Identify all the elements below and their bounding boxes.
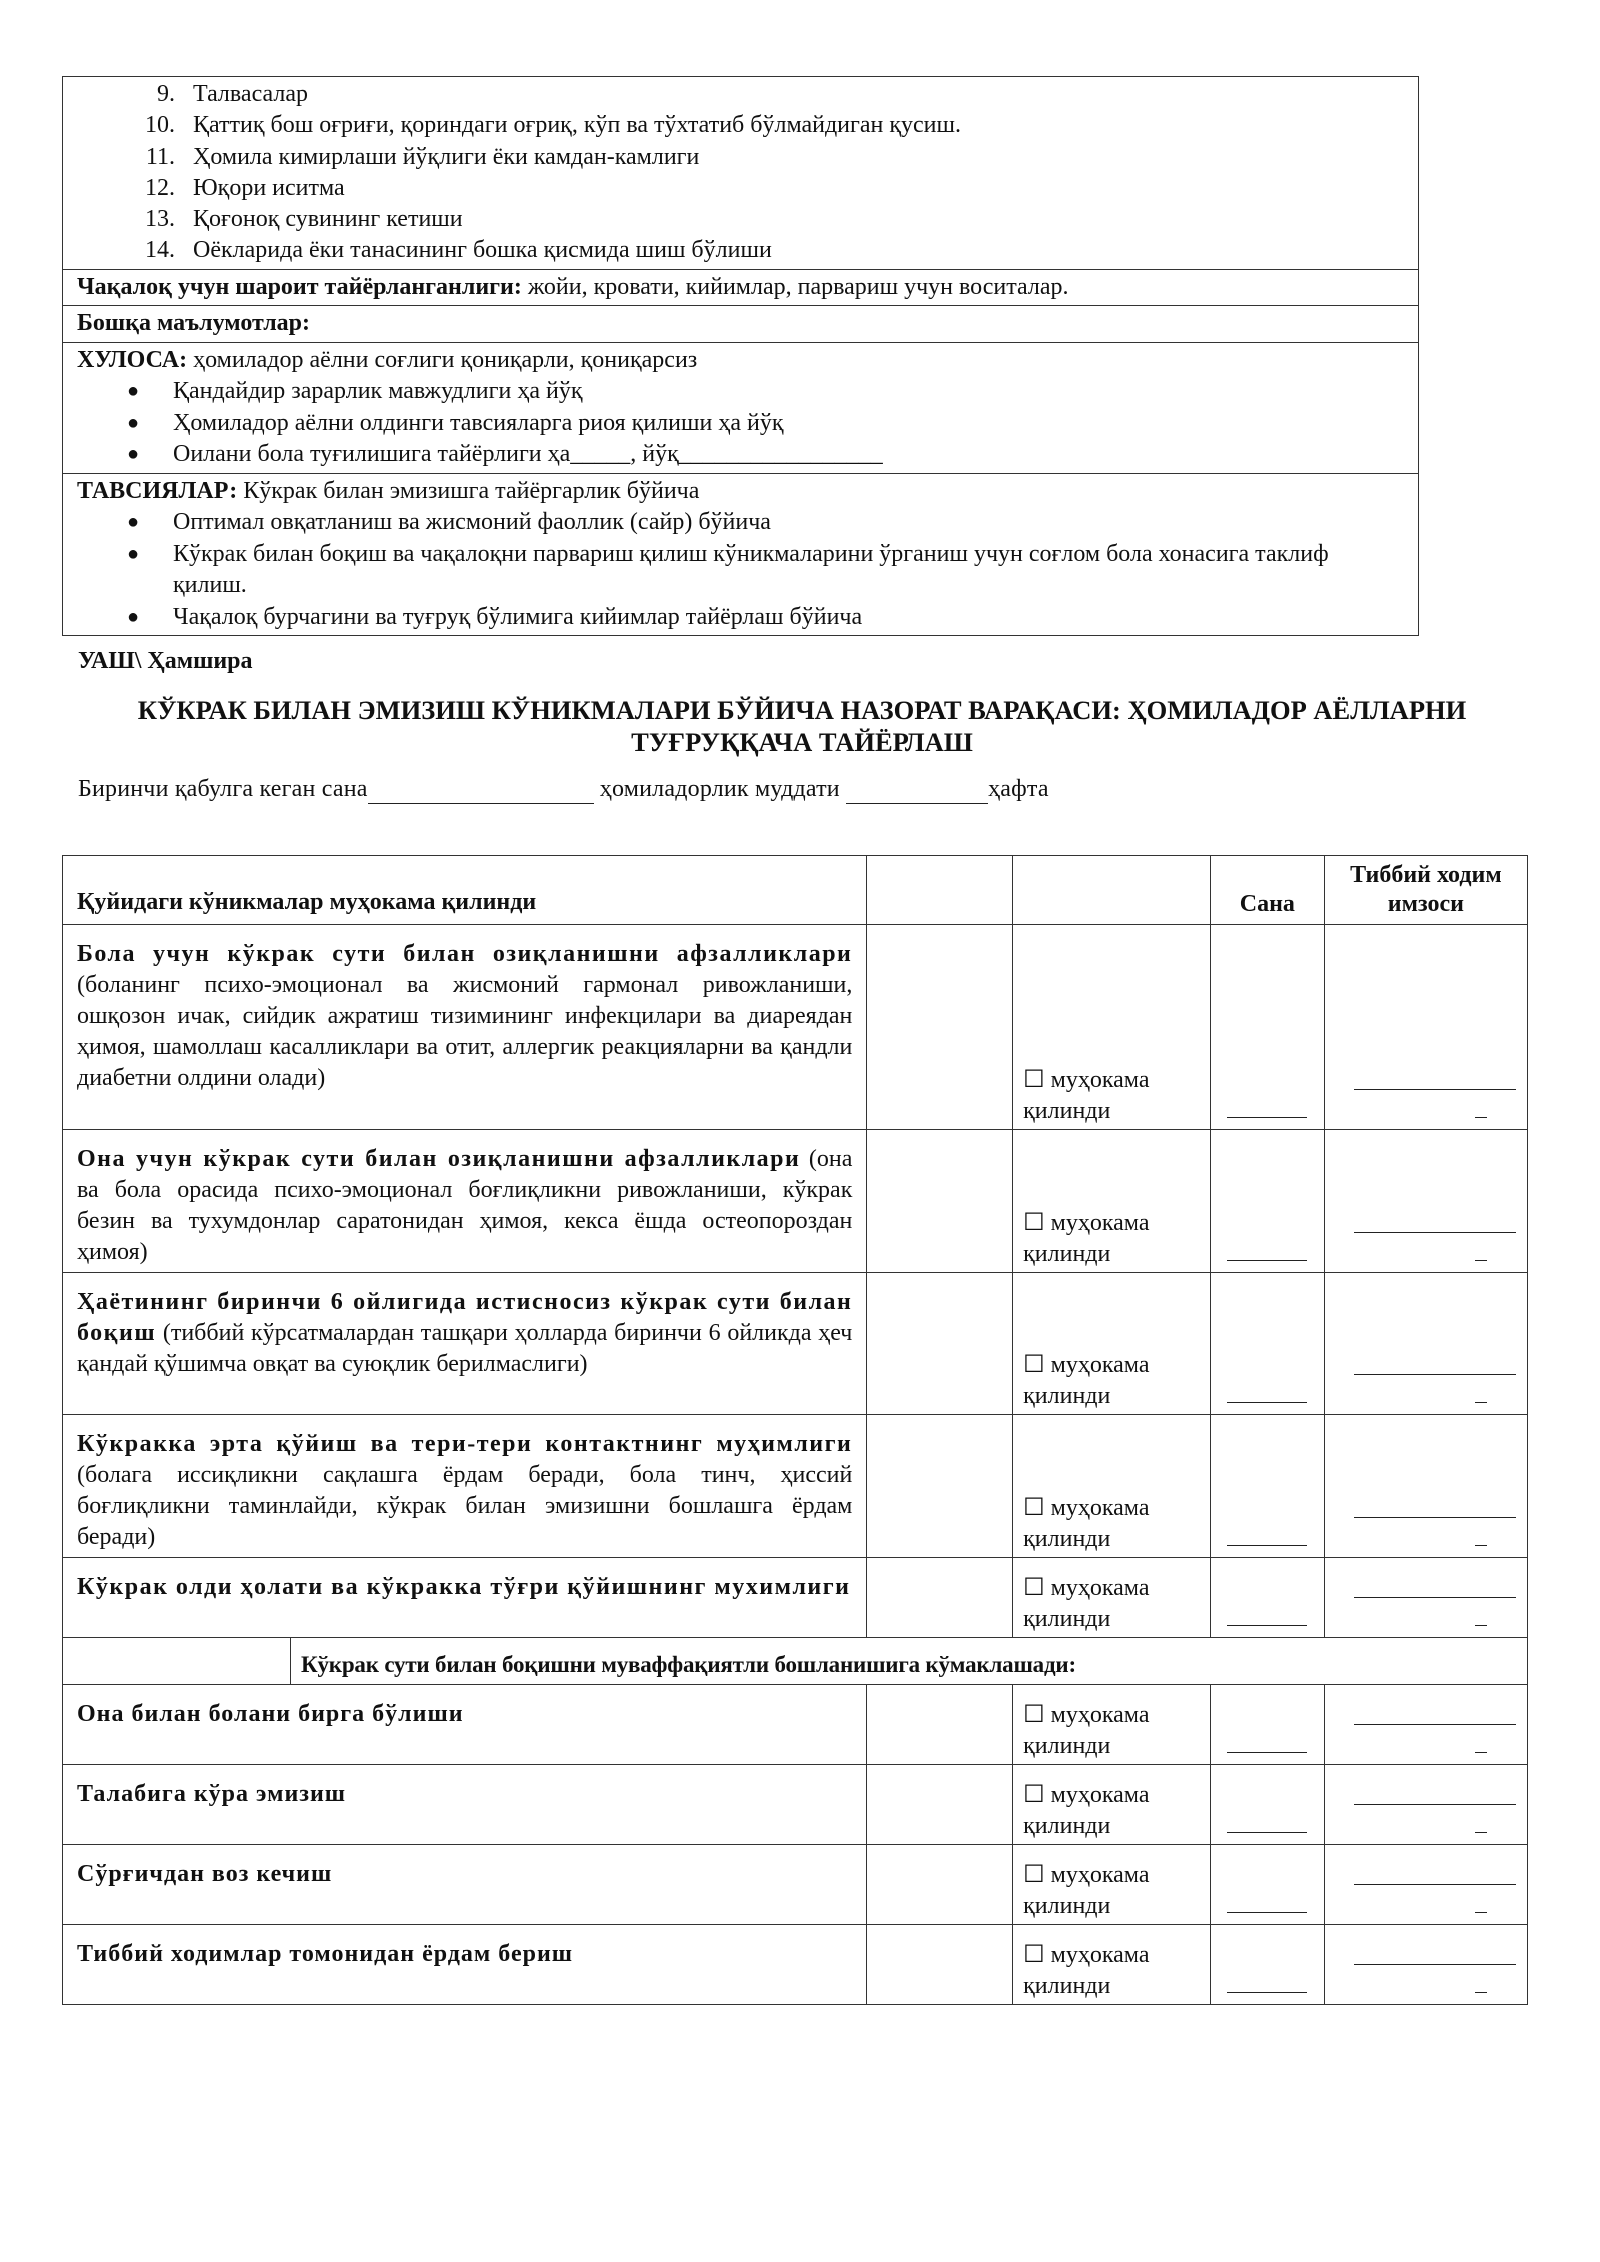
signature-field[interactable] (1324, 1685, 1527, 1765)
checkbox-label: ☐ муҳокама қилинди (1023, 1067, 1150, 1124)
bullet-icon: ● (127, 542, 140, 565)
topic-cell (63, 1558, 867, 1638)
baby-prep-text: жойи, кровати, кийимлар, парвариш учун воситалар. (521, 273, 1069, 300)
topic-title: Сўрғичдан воз кечиш (77, 1861, 333, 1887)
topic-cell (63, 1685, 867, 1765)
item-number: 10. (145, 112, 175, 139)
checklist-row (63, 925, 1528, 1130)
topic-header: Қуйидаги кўникмалар муҳокама қилинди (63, 856, 867, 925)
conclusion-section (63, 342, 1418, 473)
topic-title: Талабига кўра эмизиш (77, 1781, 347, 1807)
signature-field[interactable] (1324, 1558, 1527, 1638)
subheader-cell (63, 1638, 1528, 1685)
recommendations-section (63, 473, 1418, 636)
topic-title: Она билан болани бирга бўлиши (77, 1701, 464, 1727)
baby-preparation-row (63, 269, 1418, 306)
conclusion-text: ҳомиладор аёлни соғлиги қониқарли, қониқарсиз (187, 346, 698, 373)
topic-title: Кўкрак олди ҳолати ва кўкракка тўғри қўйишнинг мухимлиги (77, 1574, 851, 1600)
date-field[interactable] (1210, 1685, 1324, 1765)
date-field[interactable] (1210, 1558, 1324, 1638)
bullet-text: Оилани бола туғилишига тайёрлиги ҳа_____, йўқ_________________ (173, 441, 883, 468)
notes-cell (867, 1845, 1013, 1925)
danger-sign-item (129, 110, 1404, 141)
bullet-text: Ҳомиладор аёлни олдинги тавсияларга риоя қилиши ҳа йўқ (173, 409, 784, 436)
notes-cell (867, 1273, 1013, 1415)
checklist-row (63, 1765, 1528, 1845)
item-text: Талвасалар (193, 81, 309, 107)
signature-field[interactable] (1324, 1925, 1527, 2005)
notes-cell (867, 1685, 1013, 1765)
topic-cell (63, 1765, 867, 1845)
topic-description: (боланинг психо-эмоционал ва жисмоний гармонал ривожланиши, ошқозон ичак, сийдик ажратиш тизимининг инфекцилари ва диареядан ҳимоя, шамоллаш касалликлари ва отит, аллергик реакцияларни ва қандли диабетни олдини олади) (77, 972, 853, 1091)
other-info-label: Бошқа маълумотлар: (77, 310, 310, 337)
date-field[interactable] (1210, 1273, 1324, 1415)
checklist-row (63, 1273, 1528, 1415)
discussed-checkbox[interactable] (1013, 1685, 1211, 1765)
danger-sign-item (129, 235, 1404, 266)
danger-sign-item (129, 204, 1404, 235)
topic-title: Кўкракка эрта қўйиш ва тери-тери контактнинг муҳимлиги (77, 1431, 853, 1457)
section-subheader-row (63, 1638, 1528, 1685)
signature-field[interactable] (1324, 925, 1527, 1130)
conclusion-label: ХУЛОСА: (77, 346, 188, 373)
checklist-row (63, 1415, 1528, 1558)
bullet-text: Кўкрак билан боқиш ва чақалоқни парвариш қилиш кўникмаларини ўрганиш учун соғлом бола хонасига таклиф қилиш. (173, 540, 1329, 599)
item-number: 12. (145, 174, 175, 201)
discussed-checkbox[interactable] (1013, 1130, 1211, 1273)
role-label: УАШ\ Ҳамшира (78, 648, 253, 674)
signature-header: Тиббий ходим имзоси (1324, 856, 1527, 925)
topic-cell (63, 1845, 867, 1925)
recommendations-text: Кўкрак билан эмизишга тайёргарлик бўйича (237, 477, 700, 504)
bullet-icon: ● (127, 380, 140, 403)
other-info-row (63, 305, 1418, 342)
topic-cell (63, 1273, 867, 1415)
empty-header-cell (1013, 856, 1211, 925)
discussed-checkbox[interactable] (1013, 1415, 1211, 1558)
checkbox-label: ☐ муҳокама қилинди (1023, 1210, 1150, 1267)
discussed-checkbox[interactable] (1013, 925, 1211, 1130)
item-text: Оёкларида ёки танасининг бошка қисмида шиш бўлиши (193, 237, 772, 264)
item-text: Ҳомила кимирлаши йўқлиги ёки камдан-камлиги (193, 143, 700, 170)
empty-header-cell (867, 856, 1013, 925)
danger-sign-item (129, 142, 1404, 173)
first-visit-date-field[interactable] (368, 776, 594, 804)
subheader-text: Кўкрак сути билан боқишни муваффақиятли бошланишига кўмаклашади: (301, 1652, 1076, 1677)
recommendation-item (77, 539, 1404, 602)
item-text: Қаттиқ бош оғриғи, қориндаги оғриқ, кўп ва тўхтатиб бўлмайдиган қусиш. (193, 112, 961, 139)
topic-cell (63, 1415, 867, 1558)
danger-sign-item (129, 79, 1404, 110)
signature-field[interactable] (1324, 1273, 1527, 1415)
date-field[interactable] (1210, 1765, 1324, 1845)
notes-cell (867, 1558, 1013, 1638)
form-title: КЎКРАК БИЛАН ЭМИЗИШ КЎНИКМАЛАРИ БЎЙИЧА НАЗОРАТ ВАРАҚАСИ: ҲОМИЛАДОР АЁЛЛАРНИ ТУҒРУҚҚАЧА ТАЙЁРЛАШ (137, 695, 1467, 757)
signature-field[interactable] (1324, 1765, 1527, 1845)
topic-description: (тиббий кўрсатмалардан ташқари ҳолларда биринчи 6 ойликда ҳеч қандай қўшимча овқат ва суюқлик берилмаслиги) (77, 1320, 853, 1377)
signature-field[interactable] (1324, 1415, 1527, 1558)
checkbox-label: ☐ муҳокама қилинди (1023, 1702, 1150, 1759)
first-visit-line (78, 776, 1049, 804)
danger-signs-list (63, 77, 1418, 269)
topic-title: Она учун кўкрак сути билан озиқланишни афзалликлари (77, 1146, 801, 1172)
discussed-checkbox[interactable] (1013, 1765, 1211, 1845)
bullet-icon: ● (127, 511, 140, 534)
discussed-checkbox[interactable] (1013, 1273, 1211, 1415)
patient-info-box (62, 76, 1419, 636)
checkbox-label: ☐ муҳокама қилинди (1023, 1352, 1150, 1409)
table-header-row (63, 856, 1528, 925)
gestation-weeks-field[interactable] (846, 776, 988, 804)
item-number: 11. (145, 143, 175, 170)
bullet-icon: ● (127, 411, 140, 434)
conclusion-item (77, 408, 1404, 440)
date-field[interactable] (1210, 1925, 1324, 2005)
date-field[interactable] (1210, 925, 1324, 1130)
danger-sign-item (129, 173, 1404, 204)
topic-cell (63, 1130, 867, 1273)
conclusion-item (77, 376, 1404, 408)
signature-field[interactable] (1324, 1845, 1527, 1925)
bullet-text: Оптимал овқатланиш ва жисмоний фаоллик (сайр) бўйича (173, 509, 771, 536)
gestation-label: ҳомиладорлик муддати (593, 776, 847, 802)
date-field[interactable] (1210, 1130, 1324, 1273)
topic-cell (63, 1925, 867, 2005)
bullet-text: Қандайдир зарарлик мавжудлиги ҳа йўқ (173, 378, 583, 405)
date-field[interactable] (1210, 1845, 1324, 1925)
discussed-checkbox[interactable] (1013, 1558, 1211, 1638)
item-text: Юқори иситма (193, 174, 345, 201)
topic-title: Ҳаётининг биринчи 6 ойлигида истисносиз кўкрак сути билан боқиш (77, 1289, 853, 1346)
checklist-row (63, 1925, 1528, 2005)
checkbox-label: ☐ муҳокама қилинди (1023, 1495, 1150, 1552)
first-visit-date-label: Биринчи қабулга кеган сана (78, 776, 368, 802)
notes-cell (867, 1415, 1013, 1558)
topic-title: Бола учун кўкрак сути билан озиқланишни афзалликлари (77, 941, 853, 967)
weeks-label: ҳафта (988, 776, 1049, 802)
notes-cell (867, 1765, 1013, 1845)
discussed-checkbox[interactable] (1013, 1925, 1211, 2005)
notes-cell (867, 1130, 1013, 1273)
breastfeeding-checklist-table (62, 855, 1528, 2005)
checkbox-label: ☐ муҳокама қилинди (1023, 1782, 1150, 1839)
checklist-row (63, 1845, 1528, 1925)
topic-title: Тиббий ходимлар томонидан ёрдам бериш (77, 1941, 574, 1967)
item-text: Қоғоноқ сувининг кетиши (193, 206, 463, 233)
checkbox-label: ☐ муҳокама қилинди (1023, 1942, 1150, 1999)
baby-prep-label: Чақалоқ учун шароит тайёрланганлиги: (77, 273, 522, 300)
recommendations-label: ТАВСИЯЛАР: (77, 477, 238, 504)
discussed-checkbox[interactable] (1013, 1845, 1211, 1925)
checkbox-label: ☐ муҳокама қилинди (1023, 1862, 1150, 1919)
recommendation-item (77, 602, 1404, 634)
topic-cell (63, 925, 867, 1130)
item-number: 13. (145, 206, 175, 233)
bullet-icon: ● (127, 605, 140, 628)
checklist-row (63, 1685, 1528, 1765)
checkbox-label: ☐ муҳокама қилинди (1023, 1575, 1150, 1632)
item-number: 9. (157, 81, 175, 107)
notes-cell (867, 925, 1013, 1130)
item-number: 14. (145, 237, 175, 264)
recommendation-item (77, 507, 1404, 539)
bullet-text: Чақалоқ бурчагини ва туғруқ бўлимига кийимлар тайёрлаш бўйича (173, 603, 863, 630)
topic-description: (она ва бола орасида психо-эмоционал боғлиқликни ривожланиши, кўкрак безин ва тухумдонлар саратонидан ҳимоя, кекса ёшда остеопороздан ҳимоя) (77, 1146, 853, 1265)
conclusion-item (77, 439, 1404, 471)
date-field[interactable] (1210, 1415, 1324, 1558)
notes-cell (867, 1925, 1013, 2005)
signature-field[interactable] (1324, 1130, 1527, 1273)
checklist-row (63, 1558, 1528, 1638)
date-header: Сана (1210, 856, 1324, 925)
topic-description: (болага иссиқликни сақлашга ёрдам беради, бола тинч, ҳиссий боғлиқликни таминлайди, кўкрак билан эмизишни бошлашга ёрдам беради) (77, 1462, 853, 1550)
checklist-row (63, 1130, 1528, 1273)
bullet-icon: ● (127, 443, 140, 466)
